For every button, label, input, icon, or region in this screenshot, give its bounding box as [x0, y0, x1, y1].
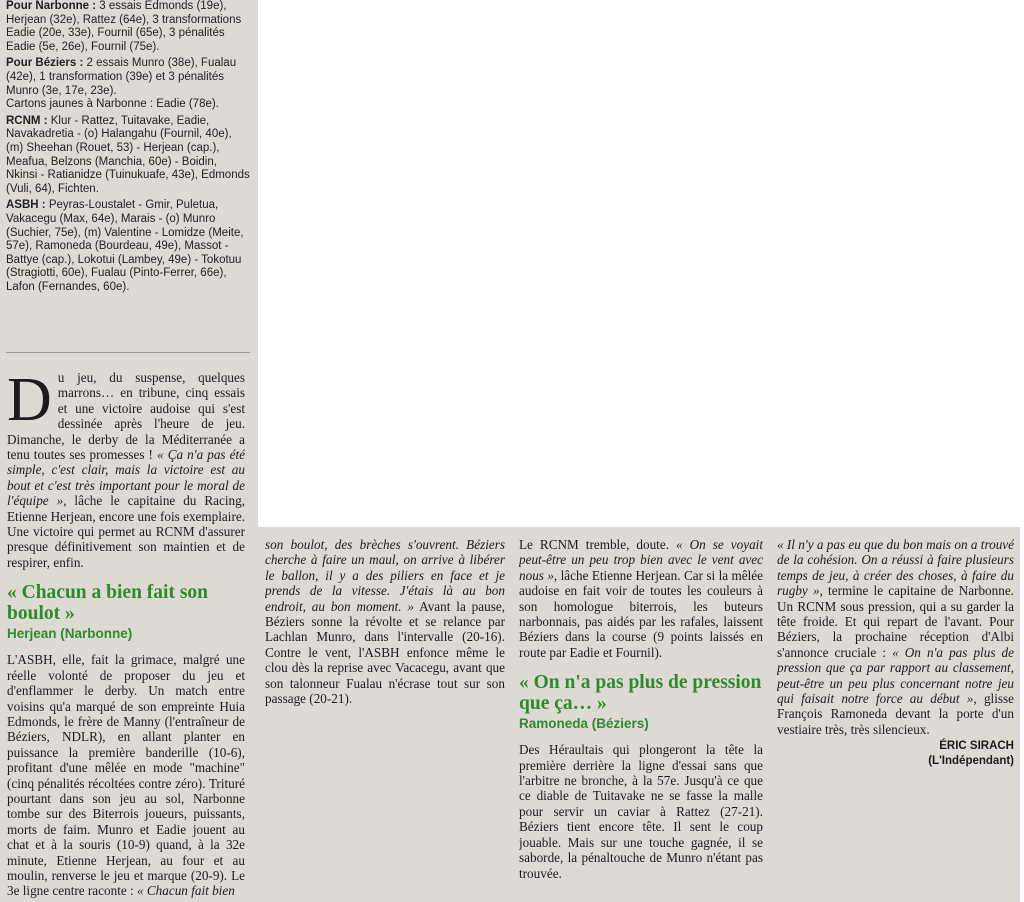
- article-para-4: Des Héraultais qui plongeront la tête la première derrière la ligne d'essai sans que l'arbitre ne bronche, à la 57e. Jusqu'à ce que ce diable de Tuitavake ne se fasse la malle pour servir un caviar à Rattez (27-21). Béziers tient encore tête. Il sent le coup jouable. Mais sur une touche gagnée, il se saborde, la pénaltouche de Munro n'étant pas trouvée.: [519, 742, 763, 881]
- drop-cap: D: [7, 370, 52, 434]
- quote-herjean-1: « Ça n'a pas été simple, c'est clair, mais la victoire est au bout et c'est très important pour le moral de l'équipe »: [7, 447, 245, 509]
- intertitle-2: [519, 672, 763, 732]
- article-column-1: [7, 370, 245, 901]
- scorers-narbonne: Pour Narbonne : 3 essais Edmonds (19e), Herjean (32e), Rattez (64e), 3 transformations Eadie (20e, 33e), Fournil (65e), 3 pénalités Eadie (5e, 26e), Fournil (75e).: [6, 0, 242, 53]
- intertitle-1-speaker: Herjean (Narbonne): [7, 626, 133, 642]
- author-name: ÉRIC SIRACH: [939, 740, 1014, 753]
- byline: [777, 739, 1014, 769]
- article-intro: Du jeu, du suspense, quelques marrons… en tribune, cinq essais et une victoire audoise qui s'est dessinée après l'heure de jeu. Dimanche, le derby de la Méditerranée a tenu toutes ses promesses ! « Ça n'a pas été simple, c'est clair, mais la victoire est au bout et c'est très important pour le moral de l'équipe », lâche le capitaine du Racing, Etienne Herjean, encore une fois exemplaire. Une victoire qui permet au RCNM d'assurer presque définitivement son maintien et de respirer, enfin.: [7, 370, 245, 570]
- lineup-rcnm: RCNM : Klur - Rattez, Tuitavake, Eadie, Navakadretia - (o) Halangahu (Fournil, 40e), (m) Sheehan (Rouet, 53) - Herjean (cap.), Meafua, Belzons (Manchia, 60e) - Boidin, Nkinsi - Ratianidze (Tuinukuafe, 43e), Edmonds (Vuli, 64), Fichten.: [6, 114, 250, 195]
- article-para-2: L'ASBH, elle, fait la grimace, malgré une réelle volonté de proposer du jeu et d'enflammer le derby. Un match entre voisins qu'a marqué de son empreinte Huia Edmonds, le frère de Manny (l'entraîneur de Béziers, NDLR), en allant planter en puissance la première banderille (10-6), profitant d'une mêlée en mode "machine" (cinq pénalités récoltées contre zéro). Trituré pourtant dans son jeu au sol, Narbonne tombe sur des Biterrois joueurs, puissants, morts de faim. Munro et Eadie jouent au chat et à la souris (10-9) quand, à la 32e minute, Etienne Herjean, au four et au moulin, renverse le jeu et marque (20-9). Le 3e ligne centre raconte : « Chacun fait bien: [7, 652, 245, 899]
- publication-name: (L'Indépendant): [928, 755, 1014, 768]
- text-run-cont: Avant la pause, Béziers sonne la révolte et se relance par Lachlan Munro, dans l'intervalle (20-16). Contre le vent, l'ASBH enfonce même le clou dès la reprise avec Vacacegu, avant que son talonneur Fualau n'écrase tout sur son passage (20-21).: [265, 598, 505, 707]
- quote-herjean-2-cont: son boulot, des brèches s'ouvrent. Béziers cherche à faire un maul, on arrive à libérer le ballon, il y a des piliers en face et je prends de la vitesse. J'étais là au bon endroit, au bon moment. »: [265, 537, 505, 614]
- quote-ramoneda: « On n'a pas plus de pression que ça par rapport au classement, peut-être un peu plus concernant notre jeu qui faisait notre force au début »: [777, 644, 1014, 707]
- article-para-3: Le RCNM tremble, doute. « On se voyait peut-être un peu trop bien avec le vent avec nous », lâche Etienne Herjean. Car si la mêlée audoise en fait voir de toutes les couleurs à son homologue biterrois, les buteurs narbonnais, pas aidés par les rafales, laissent Béziers dans la course (9 points laissés en route par Eadie et Fournil).: [519, 537, 763, 660]
- intertitle-2-quote: « On n'a pas plus de pression que ça… »: [519, 672, 762, 715]
- article-column-3: [519, 537, 763, 899]
- article-para-4-cont: « Il n'y a pas eu que du bon mais on a trouvé de la cohésion. On a réussi à faire plusieurs temps de jeu, à créer des choses, à faire du rugby », termine le capitaine de Narbonne. Un RCNM sous pression, qui a su garder la tête froide. Et qui repart de l'avant. Pour Béziers, la prochaine réception d'Albi s'annonce cruciale : « On n'a pas plus de pression que ça par rapport au classement, peut-être un peu plus concernant notre jeu qui faisait notre force au début », glisse François Ramoneda devant la porte d'un vestiaire très, très silencieux.: [777, 537, 1014, 737]
- match-details-box: [6, 0, 250, 349]
- article-para-2-cont: [265, 537, 505, 706]
- lineup-asbh: ASBH : Peyras-Loustalet - Gmir, Puletua, Vakacegu (Max, 64e), Marais - (o) Munro (Suchier, 75e), (m) Valentine - Lomidze (Meite, 57e), Ramoneda (Bourdeau, 49e), Massot - Battye (cap.), Lokotui (Lambey, 49e) - Tokotuu (Stragiotti, 60e), Fualau (Pinto-Ferrer, 66e), Lafon (Fernandes, 60e).: [6, 199, 244, 293]
- article-column-4: [777, 537, 1014, 899]
- intertitle-1: [7, 582, 245, 642]
- box-divider: [6, 352, 250, 353]
- intertitle-2-speaker: Ramoneda (Béziers): [519, 716, 649, 732]
- quote-herjean-4: « Il n'y a pas eu que du bon mais on a trouvé de la cohésion. On a réussi à faire plusieurs temps de jeu, à créer des choses, à faire du rugby »: [777, 537, 1014, 599]
- article-column-2: [265, 537, 505, 899]
- scorers-beziers: Pour Béziers : 2 essais Munro (38e), Fualau (42e), 1 transformation (39e) et 3 pénalités Munro (3e, 17e, 23e). Cartons jaunes à Narbonne : Eadie (78e).: [6, 57, 237, 111]
- intertitle-1-quote: « Chacun a bien fait son boulot »: [7, 582, 208, 625]
- quote-herjean-3: « On se voyait peut-être un peu trop bien avec le vent avec nous »: [519, 537, 763, 583]
- quote-herjean-2: « Chacun fait bien: [136, 883, 235, 899]
- yellow-cards: Cartons jaunes à Narbonne : Eadie (78e).: [6, 98, 219, 111]
